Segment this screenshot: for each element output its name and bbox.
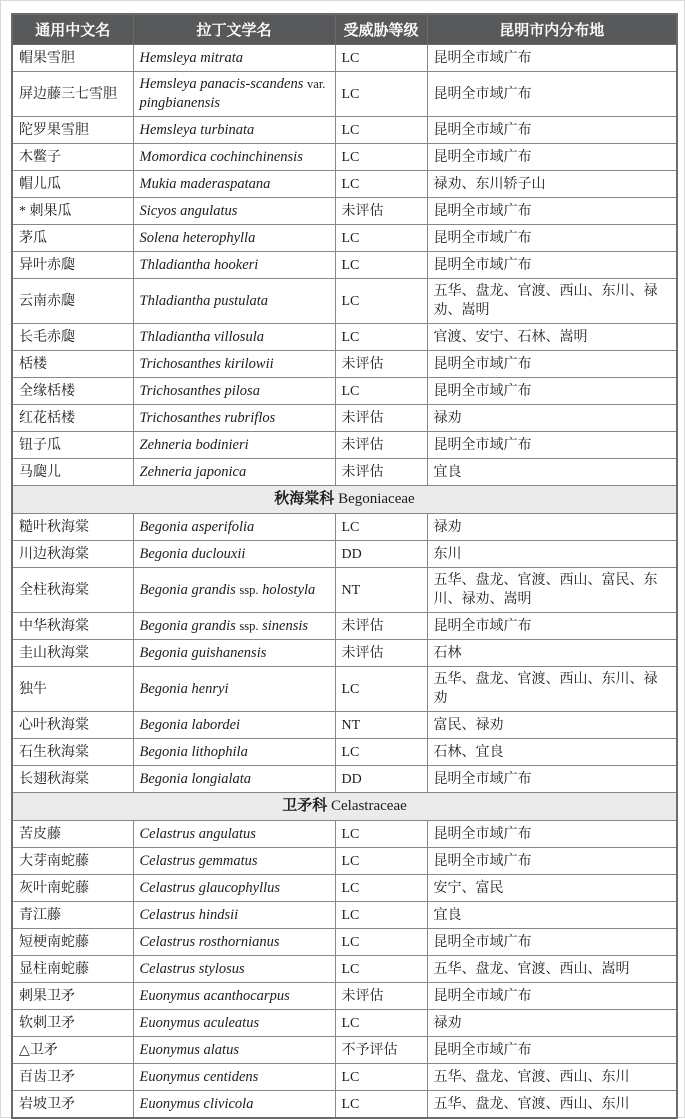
family-chinese-name: 秋海棠科: [274, 491, 335, 507]
distribution-cell: 昆明全市域广布: [427, 144, 677, 171]
status-cell: LC: [335, 45, 427, 72]
latin-name-cell: Trichosanthes kirilowii: [133, 351, 335, 378]
common-name-cell: 青江藤: [12, 902, 133, 929]
distribution-cell: 昆明全市域广布: [427, 378, 677, 405]
latin-name-cell: Zehneria bodinieri: [133, 432, 335, 459]
status-cell: LC: [335, 225, 427, 252]
species-row: [12, 171, 677, 198]
species-row: [12, 766, 677, 793]
distribution-cell: 禄劝: [427, 514, 677, 541]
species-row: [12, 144, 677, 171]
status-cell: NT: [335, 568, 427, 613]
distribution-cell: 石林: [427, 640, 677, 667]
status-cell: LC: [335, 956, 427, 983]
distribution-cell: 禄劝、东川轿子山: [427, 171, 677, 198]
species-row: [12, 640, 677, 667]
distribution-cell: 禄劝: [427, 1010, 677, 1037]
species-row: [12, 225, 677, 252]
family-latin-name: Begoniaceae: [338, 491, 415, 507]
distribution-cell: 昆明全市域广布: [427, 252, 677, 279]
species-table-container: [11, 13, 678, 1119]
latin-name-cell: Solena heterophylla: [133, 225, 335, 252]
common-name-cell: 异叶赤瓟: [12, 252, 133, 279]
distribution-cell: 五华、盘龙、官渡、西山、富民、东川、禄劝、嵩明: [427, 568, 677, 613]
status-cell: LC: [335, 667, 427, 712]
common-name-cell: 陀罗果雪胆: [12, 117, 133, 144]
distribution-cell: 昆明全市域广布: [427, 1037, 677, 1064]
common-name-cell: 灰叶南蛇藤: [12, 875, 133, 902]
status-cell: LC: [335, 514, 427, 541]
species-row: [12, 279, 677, 324]
status-cell: LC: [335, 252, 427, 279]
status-cell: LC: [335, 72, 427, 117]
status-cell: 未评估: [335, 640, 427, 667]
common-name-cell: 全柱秋海棠: [12, 568, 133, 613]
common-name-cell: 显柱南蛇藤: [12, 956, 133, 983]
species-row: [12, 117, 677, 144]
latin-name-cell: Hemsleya panacis-scandens var. pingbianensis: [133, 72, 335, 117]
family-row: [12, 793, 677, 821]
status-cell: 未评估: [335, 983, 427, 1010]
species-row: [12, 45, 677, 72]
common-name-cell: 刺果卫矛: [12, 983, 133, 1010]
latin-name-cell: Celastrus hindsii: [133, 902, 335, 929]
header-cell: 昆明市内分布地: [427, 14, 677, 45]
common-name-cell: 糙叶秋海棠: [12, 514, 133, 541]
common-name-cell: 圭山秋海棠: [12, 640, 133, 667]
species-row: [12, 1010, 677, 1037]
table-header-row: [12, 14, 677, 45]
common-name-cell: 茅瓜: [12, 225, 133, 252]
distribution-cell: 昆明全市域广布: [427, 766, 677, 793]
common-name-cell: 马瓟儿: [12, 459, 133, 486]
species-row: [12, 514, 677, 541]
distribution-cell: 富民、禄劝: [427, 712, 677, 739]
latin-name-cell: Euonymus alatus: [133, 1037, 335, 1064]
species-row: [12, 378, 677, 405]
species-row: [12, 568, 677, 613]
latin-name-cell: Trichosanthes pilosa: [133, 378, 335, 405]
common-name-cell: * 刺果瓜: [12, 198, 133, 225]
status-cell: LC: [335, 1010, 427, 1037]
family-chinese-name: 卫矛科: [282, 798, 328, 814]
status-cell: LC: [335, 1064, 427, 1091]
family-latin-name: Celastraceae: [330, 798, 407, 814]
latin-name-cell: Begonia duclouxii: [133, 541, 335, 568]
distribution-cell: 五华、盘龙、官渡、西山、东川: [427, 1091, 677, 1119]
latin-name-cell: Euonymus acanthocarpus: [133, 983, 335, 1010]
distribution-cell: 昆明全市域广布: [427, 225, 677, 252]
distribution-cell: 五华、盘龙、官渡、西山、嵩明: [427, 956, 677, 983]
status-cell: LC: [335, 929, 427, 956]
distribution-cell: 昆明全市域广布: [427, 45, 677, 72]
status-cell: LC: [335, 324, 427, 351]
distribution-cell: 禄劝: [427, 405, 677, 432]
common-name-cell: 屏边藤三七雪胆: [12, 72, 133, 117]
status-cell: 未评估: [335, 405, 427, 432]
latin-name-cell: Zehneria japonica: [133, 459, 335, 486]
latin-name-cell: Hemsleya mitrata: [133, 45, 335, 72]
distribution-cell: 五华、盘龙、官渡、西山、东川: [427, 1064, 677, 1091]
family-header-cell: [12, 793, 677, 821]
species-row: [12, 1064, 677, 1091]
species-row: [12, 198, 677, 225]
distribution-cell: 五华、盘龙、官渡、西山、东川、禄劝: [427, 667, 677, 712]
status-cell: 未评估: [335, 432, 427, 459]
species-row: [12, 613, 677, 640]
latin-name-cell: Euonymus aculeatus: [133, 1010, 335, 1037]
species-row: [12, 929, 677, 956]
status-cell: LC: [335, 279, 427, 324]
species-row: [12, 405, 677, 432]
common-name-cell: 川边秋海棠: [12, 541, 133, 568]
common-name-cell: 大芽南蛇藤: [12, 848, 133, 875]
latin-name-cell: Begonia grandis ssp. sinensis: [133, 613, 335, 640]
latin-name-cell: Begonia grandis ssp. holostyla: [133, 568, 335, 613]
status-cell: LC: [335, 739, 427, 766]
distribution-cell: 昆明全市域广布: [427, 351, 677, 378]
distribution-cell: 昆明全市域广布: [427, 929, 677, 956]
status-cell: 未评估: [335, 198, 427, 225]
common-name-cell: 栝楼: [12, 351, 133, 378]
status-cell: 未评估: [335, 459, 427, 486]
common-name-cell: 石生秋海棠: [12, 739, 133, 766]
header-cell: 通用中文名: [12, 14, 133, 45]
common-name-cell: 帽果雪胆: [12, 45, 133, 72]
status-cell: LC: [335, 1091, 427, 1119]
distribution-cell: 昆明全市域广布: [427, 198, 677, 225]
species-row: [12, 432, 677, 459]
latin-name-cell: Celastrus angulatus: [133, 821, 335, 848]
latin-name-cell: Momordica cochinchinensis: [133, 144, 335, 171]
distribution-cell: 昆明全市域广布: [427, 72, 677, 117]
status-cell: DD: [335, 766, 427, 793]
common-name-cell: 苦皮藤: [12, 821, 133, 848]
status-cell: LC: [335, 902, 427, 929]
distribution-cell: 石林、宜良: [427, 739, 677, 766]
species-row: [12, 72, 677, 117]
common-name-cell: 岩坡卫矛: [12, 1091, 133, 1119]
distribution-cell: 东川: [427, 541, 677, 568]
species-row: [12, 667, 677, 712]
latin-name-cell: Begonia henryi: [133, 667, 335, 712]
latin-name-cell: Celastrus rosthornianus: [133, 929, 335, 956]
species-table: [11, 13, 678, 1119]
status-cell: LC: [335, 875, 427, 902]
common-name-cell: 帽儿瓜: [12, 171, 133, 198]
latin-name-cell: Euonymus centidens: [133, 1064, 335, 1091]
status-cell: LC: [335, 144, 427, 171]
species-row: [12, 875, 677, 902]
latin-name-cell: Begonia longialata: [133, 766, 335, 793]
common-name-cell: △卫矛: [12, 1037, 133, 1064]
common-name-cell: 木鳖子: [12, 144, 133, 171]
status-cell: 不予评估: [335, 1037, 427, 1064]
status-cell: LC: [335, 848, 427, 875]
species-row: [12, 459, 677, 486]
distribution-cell: 宜良: [427, 459, 677, 486]
species-row: [12, 1091, 677, 1119]
common-name-cell: 云南赤瓟: [12, 279, 133, 324]
distribution-cell: 宜良: [427, 902, 677, 929]
latin-name-cell: Celastrus glaucophyllus: [133, 875, 335, 902]
latin-name-cell: Begonia lithophila: [133, 739, 335, 766]
distribution-cell: 安宁、富民: [427, 875, 677, 902]
distribution-cell: 五华、盘龙、官渡、西山、东川、禄劝、嵩明: [427, 279, 677, 324]
common-name-cell: 短梗南蛇藤: [12, 929, 133, 956]
family-row: [12, 486, 677, 514]
distribution-cell: 昆明全市域广布: [427, 848, 677, 875]
common-name-cell: 全缘栝楼: [12, 378, 133, 405]
latin-name-cell: Thladiantha hookeri: [133, 252, 335, 279]
status-cell: DD: [335, 541, 427, 568]
species-row: [12, 351, 677, 378]
species-row: [12, 541, 677, 568]
species-row: [12, 1037, 677, 1064]
latin-name-cell: Trichosanthes rubriflos: [133, 405, 335, 432]
header-cell: 拉丁文学名: [133, 14, 335, 45]
latin-name-cell: Celastrus stylosus: [133, 956, 335, 983]
species-row: [12, 848, 677, 875]
distribution-cell: 昆明全市域广布: [427, 432, 677, 459]
distribution-cell: 昆明全市域广布: [427, 821, 677, 848]
species-row: [12, 712, 677, 739]
species-table-body: [12, 45, 677, 1119]
latin-name-cell: Hemsleya turbinata: [133, 117, 335, 144]
latin-name-cell: Sicyos angulatus: [133, 198, 335, 225]
distribution-cell: 昆明全市域广布: [427, 983, 677, 1010]
species-row: [12, 983, 677, 1010]
status-cell: LC: [335, 171, 427, 198]
latin-name-cell: Begonia asperifolia: [133, 514, 335, 541]
common-name-cell: 软刺卫矛: [12, 1010, 133, 1037]
status-cell: LC: [335, 378, 427, 405]
common-name-cell: 钮子瓜: [12, 432, 133, 459]
family-header-cell: [12, 486, 677, 514]
latin-name-cell: Begonia guishanensis: [133, 640, 335, 667]
latin-name-cell: Mukia maderaspatana: [133, 171, 335, 198]
status-cell: LC: [335, 821, 427, 848]
distribution-cell: 昆明全市域广布: [427, 613, 677, 640]
status-cell: 未评估: [335, 351, 427, 378]
common-name-cell: 红花栝楼: [12, 405, 133, 432]
latin-name-cell: Thladiantha pustulata: [133, 279, 335, 324]
common-name-cell: 心叶秋海棠: [12, 712, 133, 739]
common-name-cell: 长翅秋海棠: [12, 766, 133, 793]
header-cell: 受威胁等级: [335, 14, 427, 45]
latin-name-cell: Euonymus clivicola: [133, 1091, 335, 1119]
species-row: [12, 324, 677, 351]
status-cell: 未评估: [335, 613, 427, 640]
species-row: [12, 739, 677, 766]
common-name-cell: 中华秋海棠: [12, 613, 133, 640]
common-name-cell: 独牛: [12, 667, 133, 712]
distribution-cell: 官渡、安宁、石林、嵩明: [427, 324, 677, 351]
latin-name-cell: Begonia labordei: [133, 712, 335, 739]
latin-name-cell: Celastrus gemmatus: [133, 848, 335, 875]
status-cell: LC: [335, 117, 427, 144]
species-row: [12, 956, 677, 983]
species-row: [12, 252, 677, 279]
species-row: [12, 821, 677, 848]
distribution-cell: 昆明全市域广布: [427, 117, 677, 144]
species-row: [12, 902, 677, 929]
status-cell: NT: [335, 712, 427, 739]
common-name-cell: 长毛赤瓟: [12, 324, 133, 351]
latin-name-cell: Thladiantha villosula: [133, 324, 335, 351]
common-name-cell: 百齿卫矛: [12, 1064, 133, 1091]
